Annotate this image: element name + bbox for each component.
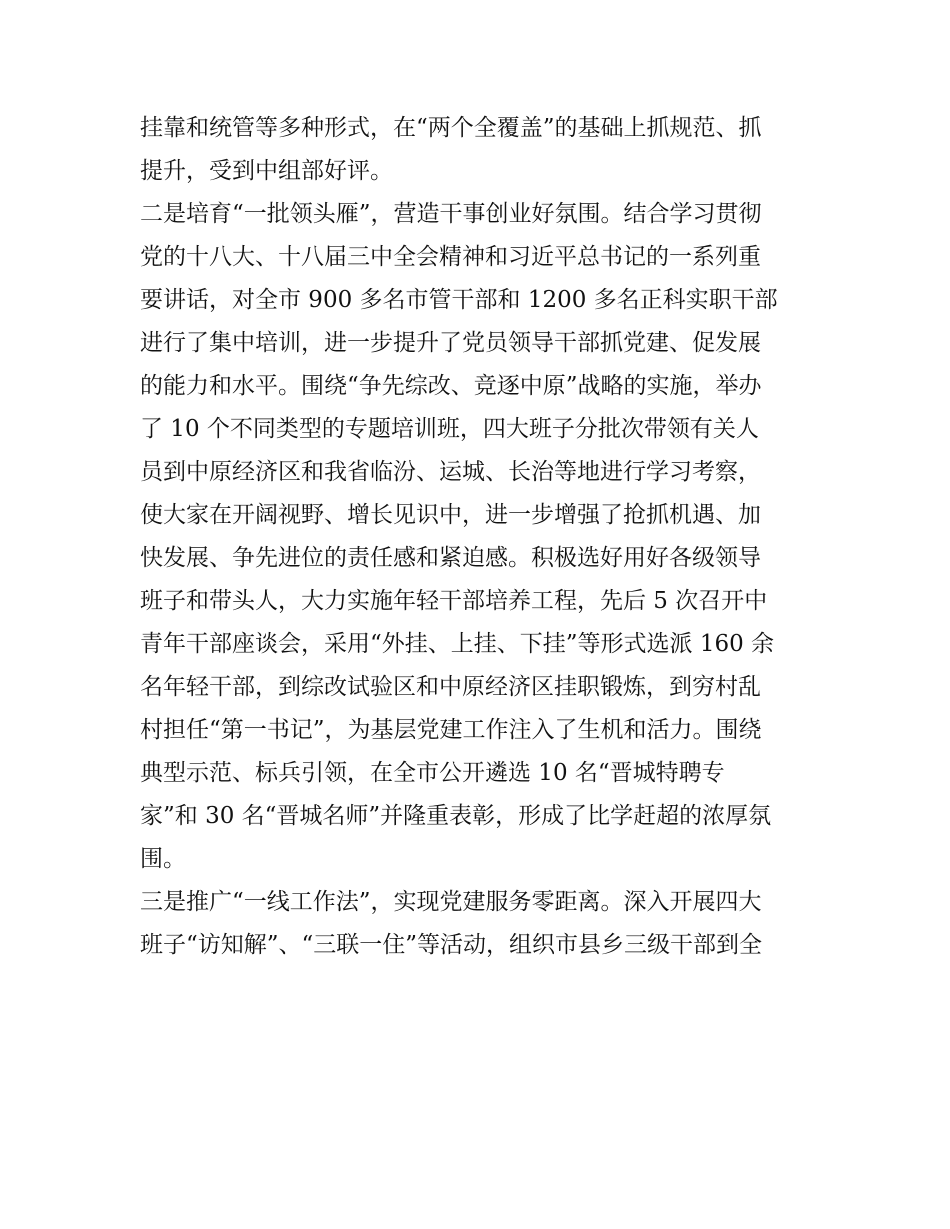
text-line: 班子“访知解”、“三联一住”等活动，组织市县乡三级干部到全 <box>140 932 763 958</box>
text-line: 进行了集中培训，进一步提升了党员领导干部抓党建、促发展 <box>140 330 761 356</box>
text-line: 青年干部座谈会，采用“外挂、上挂、下挂”等形式选派 160 余 <box>140 631 775 657</box>
text-line: 家”和 30 名“晋城名师”并隆重表彰，形成了比学赶超的浓厚氛 <box>140 803 772 829</box>
text-line: 要讲话，对全市 900 多名市管干部和 1200 多名正科实职干部 <box>140 287 778 313</box>
text-line: 党的十八大、十八届三中全会精神和习近平总书记的一系列重 <box>140 244 761 270</box>
text-line: 使大家在开阔视野、增长见识中，进一步增强了抢抓机遇、加 <box>140 502 761 528</box>
text-line: 村担任“第一书记”，为基层党建工作注入了生机和活力。围绕 <box>140 717 762 743</box>
text-line: 三是推广“一线工作法”，实现党建服务零距离。深入开展四大 <box>140 889 762 915</box>
text-line: 典型示范、标兵引领，在全市公开遴选 10 名“晋城特聘专 <box>140 760 725 786</box>
text-line: 挂靠和统管等多种形式，在“两个全覆盖”的基础上抓规范、抓 <box>140 115 762 141</box>
text-line: 围。 <box>140 846 186 872</box>
text-line: 班子和带头人，大力实施年轻干部培养工程，先后 5 次召开中 <box>140 588 768 614</box>
text-line: 名年轻干部，到综改试验区和中原经济区挂职锻炼，到穷村乱 <box>140 674 761 700</box>
text-line: 提升，受到中组部好评。 <box>140 158 393 184</box>
body-text <box>140 107 815 967</box>
text-line: 了 10 个不同类型的专题培训班，四大班子分批次带领有关人 <box>140 416 759 442</box>
text-line: 的能力和水平。围绕“争先综改、竞逐中原”战略的实施，举办 <box>140 373 762 399</box>
text-line: 快发展、争先进位的责任感和紧迫感。积极选好用好各级领导 <box>140 545 761 571</box>
text-line: 员到中原经济区和我省临汾、运城、长治等地进行学习考察， <box>140 459 761 485</box>
text-line: 二是培育“一批领头雁”，营造干事创业好氛围。结合学习贯彻 <box>140 201 762 227</box>
